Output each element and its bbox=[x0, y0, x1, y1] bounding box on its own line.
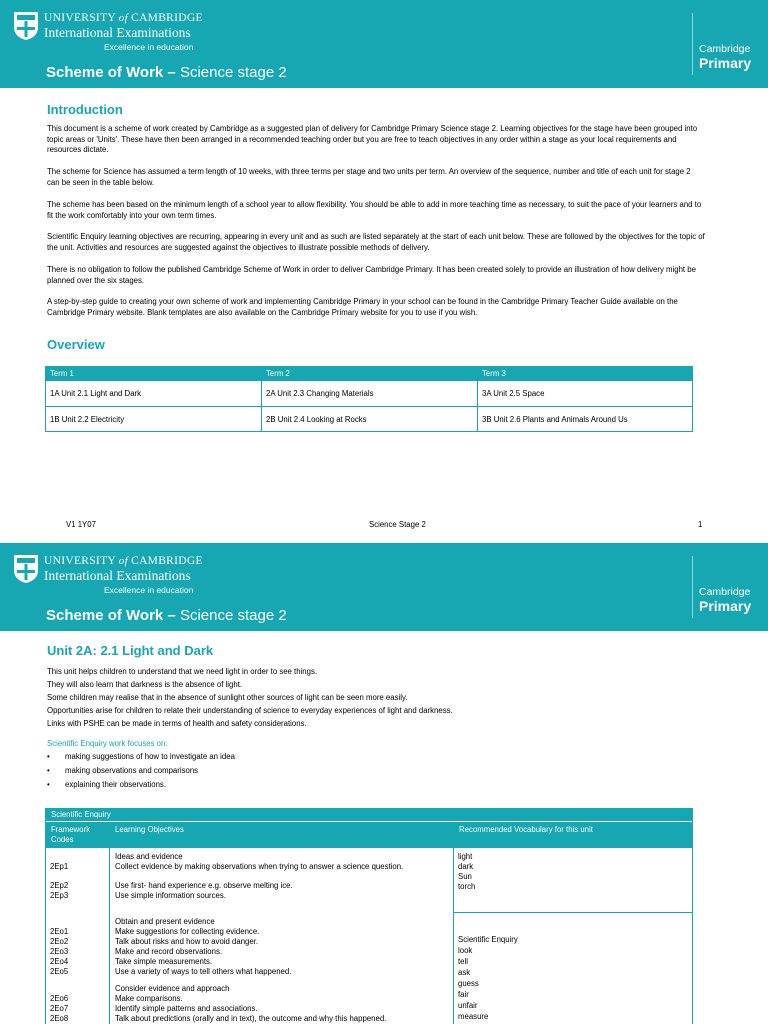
list-item: • making observations and comparisons bbox=[47, 766, 199, 775]
table-border bbox=[692, 808, 693, 1024]
learning-objective: Identify simple patterns and associations. bbox=[115, 1004, 258, 1013]
footer-page-number: 1 bbox=[698, 520, 703, 529]
tagline: Excellence in education bbox=[104, 42, 194, 52]
table-title-bar bbox=[45, 808, 693, 821]
framework-code: 2Eo5 bbox=[50, 967, 69, 976]
vocab-word: light bbox=[458, 852, 473, 861]
unit-description-line: Some children may realise that in the absence of sunlight other sources of light can be seen more easily. bbox=[47, 693, 408, 702]
column-header: Term 3 bbox=[482, 369, 506, 378]
page-title: Scheme of Work – Science stage 2 bbox=[46, 64, 287, 81]
table-border bbox=[453, 912, 693, 913]
examinations-name: International Examinations bbox=[44, 25, 191, 40]
unit-description-line: Opportunities arise for children to relate their understanding of science to everyday experiences of light and darkness. bbox=[47, 706, 453, 715]
unit-description-line: They will also learn that darkness is the absence of light. bbox=[47, 680, 243, 689]
university-crest-icon bbox=[13, 11, 39, 41]
table-cell: 3A Unit 2.5 Space bbox=[482, 389, 545, 398]
enquiry-focus-label: Scientific Enquiry work focuses on: bbox=[47, 739, 168, 748]
table-cell: 1A Unit 2.1 Light and Dark bbox=[50, 389, 142, 398]
objective-group-title: Consider evidence and approach bbox=[115, 984, 230, 993]
table-border bbox=[692, 366, 693, 432]
table-header-row bbox=[45, 822, 693, 848]
table-border bbox=[45, 406, 693, 407]
intro-paragraph: The scheme has been based on the minimum length of a school year to allow flexibility. You should be able to add in more teaching time as necessary, to suit the pace of your learners and to fit the work comfortably into your own term times. bbox=[47, 200, 702, 220]
learning-objective: Make suggestions for collecting evidence. bbox=[115, 927, 260, 936]
introduction-heading: Introduction bbox=[47, 102, 123, 117]
learning-objective: Talk about risks and how to avoid danger. bbox=[115, 937, 259, 946]
table-cell: 3B Unit 2.6 Plants and Animals Around Us bbox=[482, 415, 628, 424]
cambridge-primary-logo: Cambridge Primary bbox=[692, 556, 768, 618]
objective-group-title: Obtain and present evidence bbox=[115, 917, 215, 926]
learning-objective: Talk about predictions (orally and in text), the outcome and why this happened. bbox=[115, 1014, 387, 1023]
objective-group-title: Ideas and evidence bbox=[115, 852, 183, 861]
intro-paragraph: A step-by-step guide to creating your own scheme of work and implementing Cambridge Primary in your school can be found in the Cambridge Primary Teacher Guide available on the Cambridge Primary website. Blank templates are also available on the Cambridge Primary website for you to use if you wish. bbox=[47, 297, 678, 317]
framework-code: 2Eo3 bbox=[50, 947, 69, 956]
learning-objective: Collect evidence by making observations when trying to answer a science question. bbox=[115, 862, 404, 871]
vocab-word: measure bbox=[458, 1012, 489, 1021]
vocab-word: unfair bbox=[458, 1001, 478, 1010]
vocab-word: tell bbox=[458, 957, 468, 966]
learning-objective: Make and record observations. bbox=[115, 947, 223, 956]
footer-version: V1 1Y07 bbox=[66, 520, 96, 529]
examinations-name: International Examinations bbox=[44, 568, 191, 583]
vocab-word: ask bbox=[458, 968, 471, 977]
table-cell: 1B Unit 2.2 Electricity bbox=[50, 415, 125, 424]
table-cell: 2B Unit 2.4 Looking at Rocks bbox=[266, 415, 367, 424]
table-cell: 2A Unit 2.3 Changing Materials bbox=[266, 389, 374, 398]
table-border bbox=[453, 848, 454, 1024]
vocab-word: guess bbox=[458, 979, 479, 988]
learning-objective: Use simple information sources. bbox=[115, 891, 226, 900]
intro-paragraph: There is no obligation to follow the published Cambridge Scheme of Work in order to deliver Cambridge Primary. It has been created solely to provide an illustration of how delivery might be planned over the six stages. bbox=[47, 265, 696, 285]
vocab-word: Sun bbox=[458, 872, 472, 881]
table-border bbox=[45, 808, 46, 1024]
vocab-word: look bbox=[458, 946, 473, 955]
overview-heading: Overview bbox=[47, 337, 105, 352]
table-border bbox=[109, 848, 110, 1024]
page-banner bbox=[0, 543, 768, 631]
column-header: Learning Objectives bbox=[115, 825, 184, 834]
vocab-word: Scientific Enquiry bbox=[458, 935, 518, 944]
page-title: Scheme of Work – Science stage 2 bbox=[46, 607, 287, 624]
cambridge-primary-logo: Cambridge Primary bbox=[692, 13, 768, 75]
intro-paragraph: Scientific Enquiry learning objectives are recurring, appearing in every unit and as such are listed separately at the start of each unit below. These are followed by the objectives for the topic of the unit. Activities and resources are suggested against the objectives to illustrate possible methods of delivery. bbox=[47, 232, 705, 252]
tagline: Excellence in education bbox=[104, 585, 194, 595]
framework-code: 2Eo4 bbox=[50, 957, 69, 966]
table-title: Scientific Enquiry bbox=[51, 810, 111, 819]
framework-code: 2Eo2 bbox=[50, 937, 69, 946]
intro-paragraph: The scheme for Science has assumed a term length of 10 weeks, with three terms per stage and two units per term. An overview of the sequence, number and title of each unit for stage 2 can be seen in the table below. bbox=[47, 167, 691, 187]
list-item: • making suggestions of how to investigate an idea bbox=[47, 752, 235, 761]
framework-code: 2Ep3 bbox=[50, 891, 69, 900]
column-header: Framework Codes bbox=[51, 825, 90, 844]
unit-heading: Unit 2A: 2.1 Light and Dark bbox=[47, 643, 214, 658]
framework-code: 2Eo6 bbox=[50, 994, 69, 1003]
column-header: Term 2 bbox=[266, 369, 290, 378]
learning-objective: Make comparisons. bbox=[115, 994, 183, 1003]
footer-title: Science Stage 2 bbox=[369, 520, 426, 529]
column-header: Recommended Vocabulary for this unit bbox=[459, 825, 593, 834]
intro-paragraph: This document is a scheme of work created by Cambridge as a suggested plan of delivery for Cambridge Primary Science stage 2. Learning objectives for the stage have been grouped into topic areas or 'Units'. These have then been arranged in a recommended teaching order but you are free to teach objectives in any order within a stage as your local requirements and resources dictate. bbox=[47, 124, 698, 154]
learning-objective: Take simple measurements. bbox=[115, 957, 213, 966]
table-border bbox=[45, 431, 693, 432]
university-crest-icon bbox=[13, 554, 39, 584]
learning-objective: Use first- hand experience e.g. observe melting ice. bbox=[115, 881, 293, 890]
framework-code: 2Eo7 bbox=[50, 1004, 69, 1013]
framework-code: 2Ep1 bbox=[50, 862, 69, 871]
list-item: • explaining their observations. bbox=[47, 780, 166, 789]
vocab-word: dark bbox=[458, 862, 474, 871]
unit-description-line: This unit helps children to understand that we need light in order to see things. bbox=[47, 667, 318, 676]
vocab-word: torch bbox=[458, 882, 476, 891]
learning-objective: Use a variety of ways to tell others what happened. bbox=[115, 967, 292, 976]
framework-code: 2Eo8 bbox=[50, 1014, 69, 1023]
page-banner bbox=[0, 0, 768, 88]
framework-code: 2Eo1 bbox=[50, 927, 69, 936]
column-header: Term 1 bbox=[50, 369, 74, 378]
university-name: UNIVERSITY of CAMBRIDGE bbox=[44, 555, 203, 567]
framework-code: 2Ep2 bbox=[50, 881, 69, 890]
vocab-word: fair bbox=[458, 990, 469, 999]
overview-table-header bbox=[45, 366, 693, 381]
university-name: UNIVERSITY of CAMBRIDGE bbox=[44, 12, 203, 24]
table-border bbox=[45, 366, 46, 432]
unit-description-line: Links with PSHE can be made in terms of health and safety considerations. bbox=[47, 719, 307, 728]
